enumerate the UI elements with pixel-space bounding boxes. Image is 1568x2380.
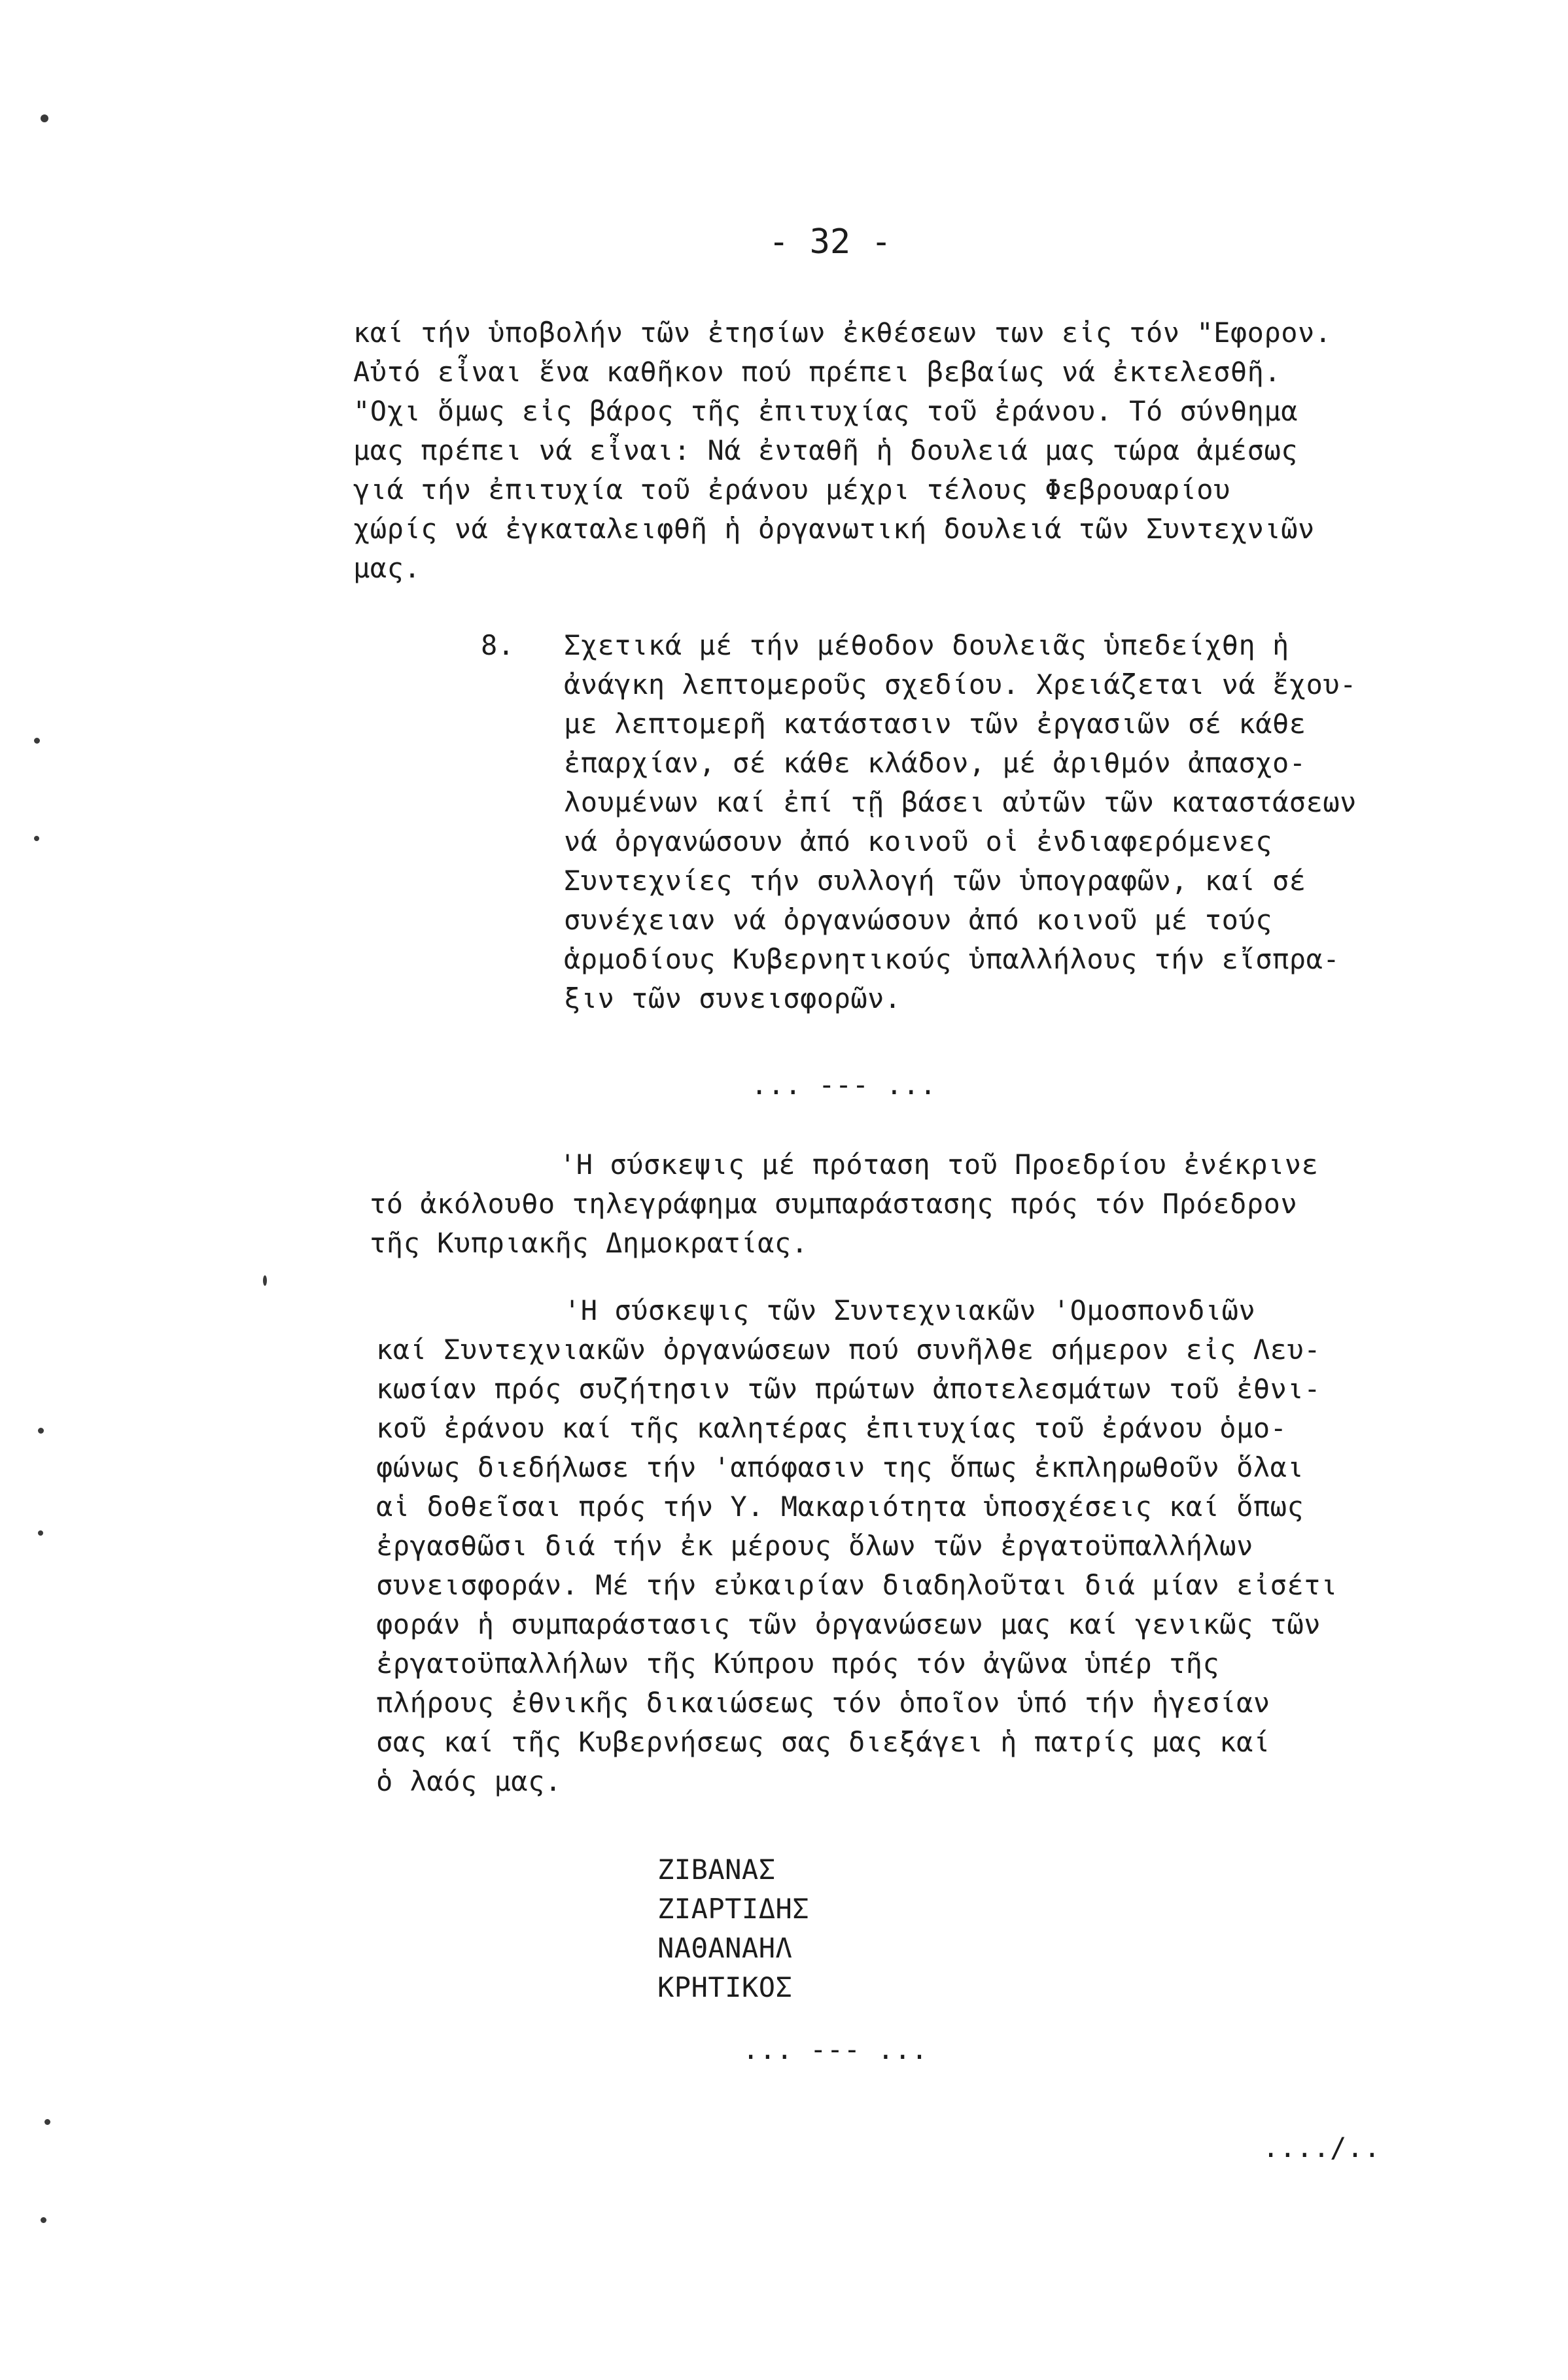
telegram-line: σας καί τῆς Κυβερνήσεως σας διεξάγει ἡ πατρίς μας καί xyxy=(376,1726,1270,1758)
telegram-line: συνεισφοράν. Μέ τήν εὐκαιρίαν διαδηλοῦται διά μίαν εἰσέτι xyxy=(376,1569,1338,1601)
telegram-line: πλήρους ἐθνικῆς δικαιώσεως τόν ὁποῖον ὑπό τήν ἡγεσίαν xyxy=(376,1687,1270,1719)
telegram-line: φοράν ἡ συμπαράστασις τῶν ὀργανώσεων μας καί γενικῶς τῶν xyxy=(376,1608,1321,1640)
telegram-line: ἐργασθῶσι διά τήν ἐκ μέρους ὅλων τῶν ἐργατοϋπαλλήλων xyxy=(376,1530,1253,1562)
signature-name: ΖΙΑΡΤΙΔΗΣ xyxy=(657,1893,810,1925)
text-line: Αὐτό εἶναι ἕνα καθῆκον πού πρέπει βεβαίως νά ἐκτελεσθῆ. xyxy=(353,356,1281,388)
item-8-line: ἁρμοδίους Κυβερνητικούς ὑπαλλήλους τήν εἴσπρα- xyxy=(564,943,1340,975)
item-8-line: Σχετικά μέ τήν μέθοδον δουλειᾶς ὑπεδείχθη ἡ xyxy=(564,629,1289,661)
signature-name: ΖΙΒΑΝΑΣ xyxy=(657,1854,776,1886)
intro-line: τό ἀκόλουθο τηλεγράφημα συμπαράστασης πρός τόν Πρόεδρον xyxy=(370,1188,1298,1220)
separator: ... --- ... xyxy=(751,1069,937,1101)
text-line: μας πρέπει νά εἶναι: Νά ἐνταθῆ ἡ δουλειά μας τώρα ἀμέσως xyxy=(353,434,1298,466)
telegram-line: 'Η σύσκεψις τῶν Συντεχνιακῶν 'Ομοσπονδιῶν xyxy=(564,1294,1256,1326)
item-8-line: ξιν τῶν συνεισφορῶν. xyxy=(564,982,901,1014)
telegram-line: ἐργατοϋπαλλήλων τῆς Κύπρου πρός τόν ἀγῶνα ὑπέρ τῆς xyxy=(376,1647,1220,1680)
scan-speck xyxy=(44,2119,50,2125)
scan-speck xyxy=(38,1428,44,1434)
scan-speck xyxy=(41,114,48,122)
scan-speck xyxy=(34,836,39,841)
item-8-line: Συντεχνίες τήν συλλογή τῶν ὑπογραφῶν, καί σέ xyxy=(564,865,1306,897)
signature-name: ΚΡΗΤΙΚΟΣ xyxy=(657,1971,793,2003)
item-number: 8. xyxy=(481,629,515,661)
scan-speck xyxy=(34,738,40,744)
item-8-line: με λεπτομερῆ κατάστασιν τῶν ἐργασιῶν σέ κάθε xyxy=(564,708,1306,740)
item-8-line: συνέχειαν νά ὀργανώσουν ἀπό κοινοῦ μέ τούς xyxy=(564,904,1273,936)
separator: ... --- ... xyxy=(742,2033,928,2065)
intro-line: τῆς Κυπριακῆς Δημοκρατίας. xyxy=(370,1227,809,1259)
page-number: - 32 - xyxy=(769,222,892,262)
scan-speck xyxy=(38,1530,43,1536)
item-8-line: λουμένων καί ἐπί τῇ βάσει αὐτῶν τῶν καταστάσεων xyxy=(564,786,1357,818)
telegram-line: ὁ λαός μας. xyxy=(376,1765,562,1797)
scan-speck xyxy=(263,1275,267,1286)
continuation-mark: ..../.. xyxy=(1263,2131,1381,2164)
item-8-line: νά ὀργανώσουν ἀπό κοινοῦ οἱ ἐνδιαφερόμενες xyxy=(564,825,1273,857)
scan-speck xyxy=(41,2217,46,2223)
signature-name: ΝΑΘΑΝΑΗΛ xyxy=(657,1932,793,1964)
item-8-line: ἐπαρχίαν, σέ κάθε κλάδον, μέ ἀριθμόν ἀπασχο- xyxy=(564,747,1306,779)
text-line: "Οχι ὅμως εἰς βάρος τῆς ἐπιτυχίας τοῦ ἐράνου. Τό σύνθημα xyxy=(353,395,1298,427)
telegram-line: καί Συντεχνιακῶν ὀργανώσεων πού συνῆλθε σήμερον εἰς Λευ- xyxy=(376,1334,1321,1366)
telegram-line: κοῦ ἐράνου καί τῆς καλητέρας ἐπιτυχίας τοῦ ἐράνου ὁμο- xyxy=(376,1412,1287,1444)
text-line: μας. xyxy=(353,552,421,584)
intro-line: 'Η σύσκεψις μέ πρόταση τοῦ Προεδρίου ἐνέκρινε xyxy=(559,1148,1319,1181)
telegram-line: κωσίαν πρός συζήτησιν τῶν πρώτων ἀποτελεσμάτων τοῦ ἐθνι- xyxy=(376,1373,1321,1405)
text-line: χώρίς νά ἐγκαταλειφθῆ ἡ ὀργανωτική δουλειά τῶν Συντεχνιῶν xyxy=(353,513,1315,545)
text-line: καί τήν ὑποβολήν τῶν ἐτησίων ἐκθέσεων των εἰς τόν "Εφορον. xyxy=(353,317,1332,349)
text-line: γιά τήν ἐπιτυχία τοῦ ἐράνου μέχρι τέλους Φεβρουαρίου xyxy=(353,474,1230,506)
telegram-line: αἱ δοθεῖσαι πρός τήν Υ. Μακαριότητα ὑποσχέσεις καί ὅπως xyxy=(376,1491,1304,1523)
telegram-line: φώνως διεδήλωσε τήν 'απόφασιν της ὅπως ἐκπληρωθοῦν ὅλαι xyxy=(376,1451,1304,1483)
item-8-line: ἀνάγκη λεπτομεροῦς σχεδίου. Χρειάζεται νά ἔχου- xyxy=(564,668,1357,700)
